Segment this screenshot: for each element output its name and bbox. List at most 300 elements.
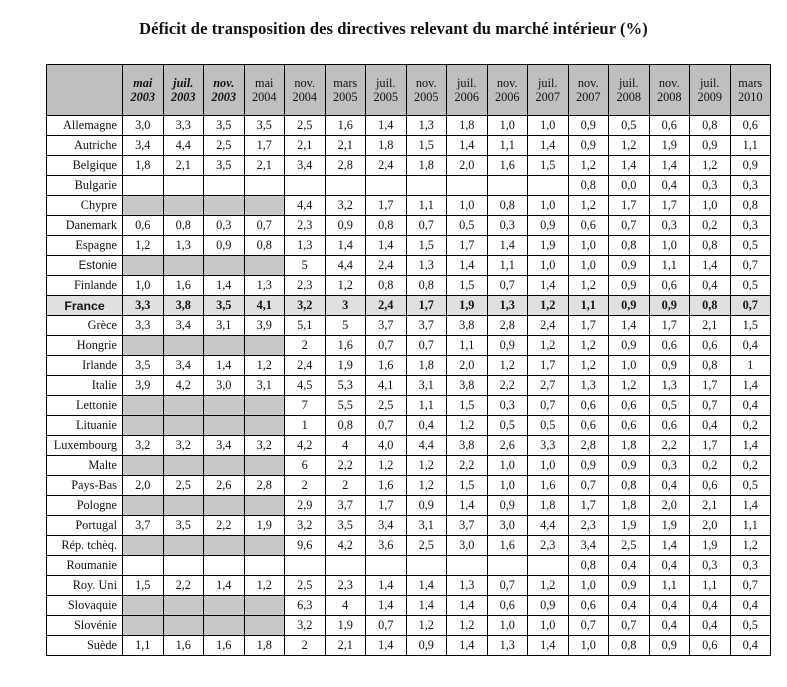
value-cell: 0,3 — [690, 556, 731, 576]
value-cell — [244, 416, 285, 436]
value-cell: 2,0 — [649, 496, 690, 516]
value-cell — [163, 256, 204, 276]
value-cell: 1,4 — [447, 596, 488, 616]
value-cell: 1,5 — [730, 316, 771, 336]
column-header-year: 2009 — [697, 90, 723, 104]
table-row — [47, 516, 771, 536]
value-cell: 0,6 — [649, 276, 690, 296]
value-cell: 3,1 — [406, 516, 447, 536]
value-cell — [163, 536, 204, 556]
value-cell: 1,7 — [568, 316, 609, 336]
country-name-cell: Rép. tchèq. — [47, 536, 123, 556]
value-cell: 1,1 — [730, 136, 771, 156]
value-cell: 0,4 — [609, 596, 650, 616]
value-cell — [528, 556, 569, 576]
table-row — [47, 536, 771, 556]
value-cell: 6,3 — [285, 596, 326, 616]
value-cell: 3,2 — [244, 436, 285, 456]
value-cell: 5,3 — [325, 376, 366, 396]
column-header-year: 2003 — [211, 90, 237, 104]
value-cell: 0,4 — [690, 276, 731, 296]
value-cell: 0,6 — [609, 416, 650, 436]
column-header — [609, 65, 650, 116]
value-cell: 3,3 — [163, 116, 204, 136]
value-cell: 9,6 — [285, 536, 326, 556]
value-cell: 0,4 — [730, 596, 771, 616]
value-cell: 0,4 — [609, 556, 650, 576]
value-cell: 0,6 — [568, 416, 609, 436]
table-row — [47, 296, 771, 316]
country-name-cell: Irlande — [47, 356, 123, 376]
column-header-period: juil. — [538, 76, 558, 90]
column-header — [244, 65, 285, 116]
value-cell: 0,7 — [609, 216, 650, 236]
value-cell: 2,1 — [690, 316, 731, 336]
value-cell: 1,2 — [487, 356, 528, 376]
table-row — [47, 416, 771, 436]
value-cell: 1,7 — [690, 376, 731, 396]
value-cell: 0,7 — [244, 216, 285, 236]
value-cell — [163, 396, 204, 416]
column-header — [123, 65, 164, 116]
value-cell: 1,4 — [609, 156, 650, 176]
value-cell: 1,0 — [528, 256, 569, 276]
header-corner-cell — [47, 65, 123, 116]
value-cell: 0,9 — [487, 496, 528, 516]
value-cell: 1,8 — [447, 116, 488, 136]
value-cell: 1,4 — [366, 636, 407, 656]
table-row — [47, 176, 771, 196]
value-cell: 1,2 — [568, 356, 609, 376]
value-cell: 1,5 — [406, 236, 447, 256]
country-name-cell: Autriche — [47, 136, 123, 156]
value-cell: 0,2 — [730, 416, 771, 436]
value-cell: 2,2 — [325, 456, 366, 476]
value-cell: 1,0 — [528, 116, 569, 136]
value-cell: 1,7 — [609, 196, 650, 216]
value-cell: 1,4 — [528, 136, 569, 156]
value-cell: 3,5 — [123, 356, 164, 376]
value-cell: 0,7 — [690, 396, 731, 416]
value-cell: 0,8 — [690, 116, 731, 136]
country-name-cell: Danemark — [47, 216, 123, 236]
value-cell: 0,9 — [528, 596, 569, 616]
value-cell: 0,5 — [730, 276, 771, 296]
value-cell — [163, 456, 204, 476]
value-cell: 1,7 — [649, 316, 690, 336]
value-cell: 1,6 — [163, 276, 204, 296]
value-cell: 1,0 — [487, 616, 528, 636]
country-name-cell: Pays-Bas — [47, 476, 123, 496]
value-cell: 1,1 — [649, 576, 690, 596]
value-cell: 3 — [325, 296, 366, 316]
value-cell: 1,4 — [649, 536, 690, 556]
column-header — [325, 65, 366, 116]
value-cell — [204, 416, 245, 436]
value-cell: 3,7 — [447, 516, 488, 536]
value-cell: 2,3 — [325, 576, 366, 596]
value-cell: 0,9 — [649, 296, 690, 316]
column-header — [690, 65, 731, 116]
value-cell: 0,9 — [204, 236, 245, 256]
value-cell: 0,7 — [568, 616, 609, 636]
table-row — [47, 116, 771, 136]
value-cell: 1,2 — [447, 416, 488, 436]
value-cell: 1,6 — [366, 476, 407, 496]
column-header-period: juil. — [173, 76, 194, 90]
value-cell: 3,2 — [285, 616, 326, 636]
value-cell — [163, 596, 204, 616]
value-cell: 2,2 — [204, 516, 245, 536]
value-cell: 3,4 — [123, 136, 164, 156]
value-cell: 0,6 — [649, 336, 690, 356]
value-cell: 3,1 — [406, 376, 447, 396]
value-cell: 0,8 — [568, 556, 609, 576]
value-cell: 0,9 — [609, 456, 650, 476]
value-cell: 0,5 — [528, 416, 569, 436]
value-cell: 0,3 — [204, 216, 245, 236]
value-cell: 1,7 — [690, 436, 731, 456]
value-cell: 0,9 — [568, 136, 609, 156]
value-cell: 1,0 — [487, 476, 528, 496]
value-cell: 1,7 — [366, 496, 407, 516]
column-header — [649, 65, 690, 116]
value-cell: 2,4 — [528, 316, 569, 336]
value-cell: 1,7 — [568, 496, 609, 516]
value-cell: 1,2 — [528, 296, 569, 316]
value-cell — [244, 336, 285, 356]
value-cell: 1,4 — [406, 576, 447, 596]
value-cell — [204, 336, 245, 356]
value-cell: 0,3 — [730, 176, 771, 196]
country-name-cell: Lituanie — [47, 416, 123, 436]
value-cell: 0,8 — [568, 176, 609, 196]
table-row — [47, 196, 771, 216]
value-cell: 1,7 — [244, 136, 285, 156]
value-cell: 0,7 — [487, 276, 528, 296]
value-cell: 6 — [285, 456, 326, 476]
value-cell: 0,4 — [649, 616, 690, 636]
value-cell: 0,7 — [528, 396, 569, 416]
value-cell: 3,0 — [447, 536, 488, 556]
value-cell: 2,6 — [204, 476, 245, 496]
value-cell: 2,5 — [204, 136, 245, 156]
value-cell: 0,9 — [406, 496, 447, 516]
value-cell: 1,4 — [730, 376, 771, 396]
column-header-period: mai — [255, 76, 274, 90]
table-row — [47, 316, 771, 336]
value-cell: 1,3 — [285, 236, 326, 256]
value-cell — [123, 396, 164, 416]
value-cell: 0,0 — [609, 176, 650, 196]
value-cell: 1,8 — [123, 156, 164, 176]
value-cell: 0,6 — [690, 476, 731, 496]
value-cell: 0,6 — [487, 596, 528, 616]
value-cell: 3,1 — [204, 316, 245, 336]
value-cell: 3,7 — [366, 316, 407, 336]
value-cell — [244, 616, 285, 636]
value-cell: 0,8 — [487, 196, 528, 216]
value-cell: 3,8 — [447, 376, 488, 396]
value-cell: 1,4 — [447, 136, 488, 156]
value-cell: 1,0 — [568, 236, 609, 256]
country-name-cell: Hongrie — [47, 336, 123, 356]
value-cell: 3,4 — [204, 436, 245, 456]
value-cell: 2,5 — [406, 536, 447, 556]
value-cell: 3,2 — [285, 516, 326, 536]
value-cell: 0,9 — [325, 216, 366, 236]
value-cell: 0,9 — [690, 136, 731, 156]
column-header — [366, 65, 407, 116]
value-cell: 2,4 — [366, 296, 407, 316]
value-cell: 4,4 — [285, 196, 326, 216]
value-cell: 1,9 — [325, 356, 366, 376]
value-cell: 1,9 — [447, 296, 488, 316]
value-cell — [204, 536, 245, 556]
value-cell: 2,2 — [163, 576, 204, 596]
value-cell: 0,4 — [649, 476, 690, 496]
value-cell: 3,7 — [325, 496, 366, 516]
value-cell — [204, 556, 245, 576]
column-header — [730, 65, 771, 116]
value-cell: 0,8 — [163, 216, 204, 236]
value-cell: 1,8 — [609, 436, 650, 456]
value-cell: 1,3 — [406, 116, 447, 136]
column-header-year: 2007 — [575, 90, 601, 104]
value-cell: 2,7 — [528, 376, 569, 396]
value-cell: 0,7 — [730, 256, 771, 276]
value-cell — [163, 176, 204, 196]
value-cell: 1,1 — [406, 196, 447, 216]
value-cell: 0,7 — [366, 416, 407, 436]
value-cell: 1,6 — [487, 536, 528, 556]
value-cell: 5,5 — [325, 396, 366, 416]
value-cell: 0,4 — [690, 596, 731, 616]
value-cell: 1,3 — [487, 636, 528, 656]
value-cell: 0,5 — [487, 416, 528, 436]
value-cell: 0,6 — [568, 216, 609, 236]
value-cell: 1,4 — [447, 496, 488, 516]
value-cell: 0,8 — [609, 636, 650, 656]
value-cell: 1,7 — [447, 236, 488, 256]
table-row — [47, 576, 771, 596]
value-cell: 2,3 — [528, 536, 569, 556]
value-cell: 0,5 — [447, 216, 488, 236]
value-cell — [244, 496, 285, 516]
value-cell: 0,4 — [649, 176, 690, 196]
value-cell: 0,8 — [244, 236, 285, 256]
value-cell — [487, 176, 528, 196]
value-cell: 0,6 — [730, 116, 771, 136]
value-cell — [163, 496, 204, 516]
value-cell: 4,2 — [163, 376, 204, 396]
table-row — [47, 396, 771, 416]
value-cell: 3,8 — [447, 316, 488, 336]
value-cell: 3,0 — [487, 516, 528, 536]
column-header — [487, 65, 528, 116]
column-header-year: 2004 — [251, 90, 277, 104]
value-cell: 1,9 — [528, 236, 569, 256]
value-cell: 1,0 — [447, 196, 488, 216]
value-cell: 2,4 — [285, 356, 326, 376]
value-cell — [123, 616, 164, 636]
value-cell: 0,9 — [649, 636, 690, 656]
value-cell: 1,0 — [568, 636, 609, 656]
value-cell: 0,2 — [690, 456, 731, 476]
column-header — [163, 65, 204, 116]
column-header-period: nov. — [496, 76, 518, 90]
value-cell: 1,7 — [366, 196, 407, 216]
column-header-period: mai — [133, 76, 153, 90]
value-cell: 5 — [325, 316, 366, 336]
value-cell — [123, 496, 164, 516]
value-cell: 1,8 — [366, 136, 407, 156]
value-cell — [487, 556, 528, 576]
value-cell — [163, 616, 204, 636]
value-cell: 2,1 — [325, 136, 366, 156]
value-cell: 0,9 — [609, 256, 650, 276]
value-cell — [204, 396, 245, 416]
value-cell: 0,5 — [730, 476, 771, 496]
value-cell: 2,1 — [163, 156, 204, 176]
value-cell: 3,5 — [163, 516, 204, 536]
value-cell — [204, 496, 245, 516]
table-row — [47, 256, 771, 276]
transposition-deficit-table — [46, 64, 771, 656]
value-cell: 1,1 — [123, 636, 164, 656]
column-header-period: mars — [738, 76, 763, 90]
value-cell: 2,2 — [487, 376, 528, 396]
value-cell: 0,3 — [487, 396, 528, 416]
value-cell: 1,6 — [487, 156, 528, 176]
value-cell: 2 — [285, 636, 326, 656]
value-cell: 0,4 — [649, 596, 690, 616]
value-cell: 1,4 — [204, 276, 245, 296]
value-cell: 2,0 — [123, 476, 164, 496]
value-cell: 2,4 — [366, 156, 407, 176]
value-cell: 2,5 — [285, 116, 326, 136]
value-cell — [447, 556, 488, 576]
value-cell: 4,5 — [285, 376, 326, 396]
column-header-year: 2004 — [292, 90, 318, 104]
value-cell: 3,1 — [244, 376, 285, 396]
value-cell: 1,0 — [528, 196, 569, 216]
country-name-cell: Roumanie — [47, 556, 123, 576]
value-cell: 2,1 — [690, 496, 731, 516]
country-name-cell: Portugal — [47, 516, 123, 536]
value-cell: 4,4 — [528, 516, 569, 536]
value-cell: 1,2 — [528, 336, 569, 356]
value-cell: 0,3 — [487, 216, 528, 236]
value-cell: 4,2 — [285, 436, 326, 456]
value-cell: 0,8 — [609, 476, 650, 496]
country-name-cell: Roy. Uni — [47, 576, 123, 596]
value-cell: 0,6 — [568, 396, 609, 416]
value-cell: 0,8 — [366, 216, 407, 236]
value-cell: 1,2 — [406, 616, 447, 636]
column-header-year: 2008 — [656, 90, 682, 104]
value-cell: 3,3 — [123, 296, 164, 316]
value-cell: 1,4 — [204, 356, 245, 376]
value-cell: 1,1 — [649, 256, 690, 276]
value-cell — [123, 176, 164, 196]
value-cell — [244, 556, 285, 576]
value-cell: 0,8 — [690, 356, 731, 376]
value-cell: 1,6 — [325, 336, 366, 356]
value-cell: 5,1 — [285, 316, 326, 336]
country-name-cell: Chypre — [47, 196, 123, 216]
country-name-cell: Finlande — [47, 276, 123, 296]
value-cell: 1,5 — [528, 156, 569, 176]
value-cell — [204, 616, 245, 636]
value-cell: 1,3 — [447, 576, 488, 596]
value-cell: 1,2 — [528, 576, 569, 596]
value-cell: 1,3 — [244, 276, 285, 296]
value-cell — [204, 176, 245, 196]
value-cell — [204, 196, 245, 216]
value-cell: 0,7 — [406, 216, 447, 236]
value-cell: 0,7 — [730, 296, 771, 316]
value-cell — [204, 456, 245, 476]
value-cell: 1,2 — [609, 136, 650, 156]
value-cell: 1,0 — [487, 456, 528, 476]
column-header-period: juil. — [457, 76, 477, 90]
column-header — [204, 65, 245, 116]
value-cell: 1,3 — [568, 376, 609, 396]
value-cell: 2,3 — [285, 276, 326, 296]
value-cell — [447, 176, 488, 196]
column-header-period: nov. — [658, 76, 680, 90]
value-cell: 0,4 — [730, 336, 771, 356]
value-cell: 1,8 — [244, 636, 285, 656]
column-header-year: 2005 — [373, 90, 399, 104]
value-cell: 1,4 — [406, 596, 447, 616]
value-cell — [123, 336, 164, 356]
value-cell: 0,5 — [730, 236, 771, 256]
value-cell: 1,0 — [528, 456, 569, 476]
value-cell: 1,4 — [447, 256, 488, 276]
value-cell — [244, 596, 285, 616]
value-cell: 1,0 — [568, 576, 609, 596]
value-cell: 1,2 — [568, 276, 609, 296]
country-name-cell: Slovaquie — [47, 596, 123, 616]
value-cell: 1 — [285, 416, 326, 436]
value-cell: 1,7 — [528, 356, 569, 376]
value-cell: 4,4 — [163, 136, 204, 156]
country-name-cell: Espagne — [47, 236, 123, 256]
value-cell: 0,3 — [649, 216, 690, 236]
value-cell — [366, 556, 407, 576]
column-header-year: 2003 — [130, 90, 156, 104]
table-row — [47, 456, 771, 476]
table-row — [47, 596, 771, 616]
value-cell: 4,1 — [366, 376, 407, 396]
value-cell: 0,9 — [528, 216, 569, 236]
value-cell: 1,2 — [447, 616, 488, 636]
value-cell: 2,3 — [568, 516, 609, 536]
value-cell — [204, 596, 245, 616]
value-cell: 1,2 — [568, 336, 609, 356]
value-cell: 2,2 — [447, 456, 488, 476]
value-cell — [244, 536, 285, 556]
value-cell: 5 — [285, 256, 326, 276]
value-cell: 0,6 — [123, 216, 164, 236]
value-cell: 1,8 — [609, 496, 650, 516]
value-cell: 1,0 — [528, 616, 569, 636]
value-cell — [325, 176, 366, 196]
value-cell: 1,6 — [528, 476, 569, 496]
value-cell: 4,4 — [406, 436, 447, 456]
